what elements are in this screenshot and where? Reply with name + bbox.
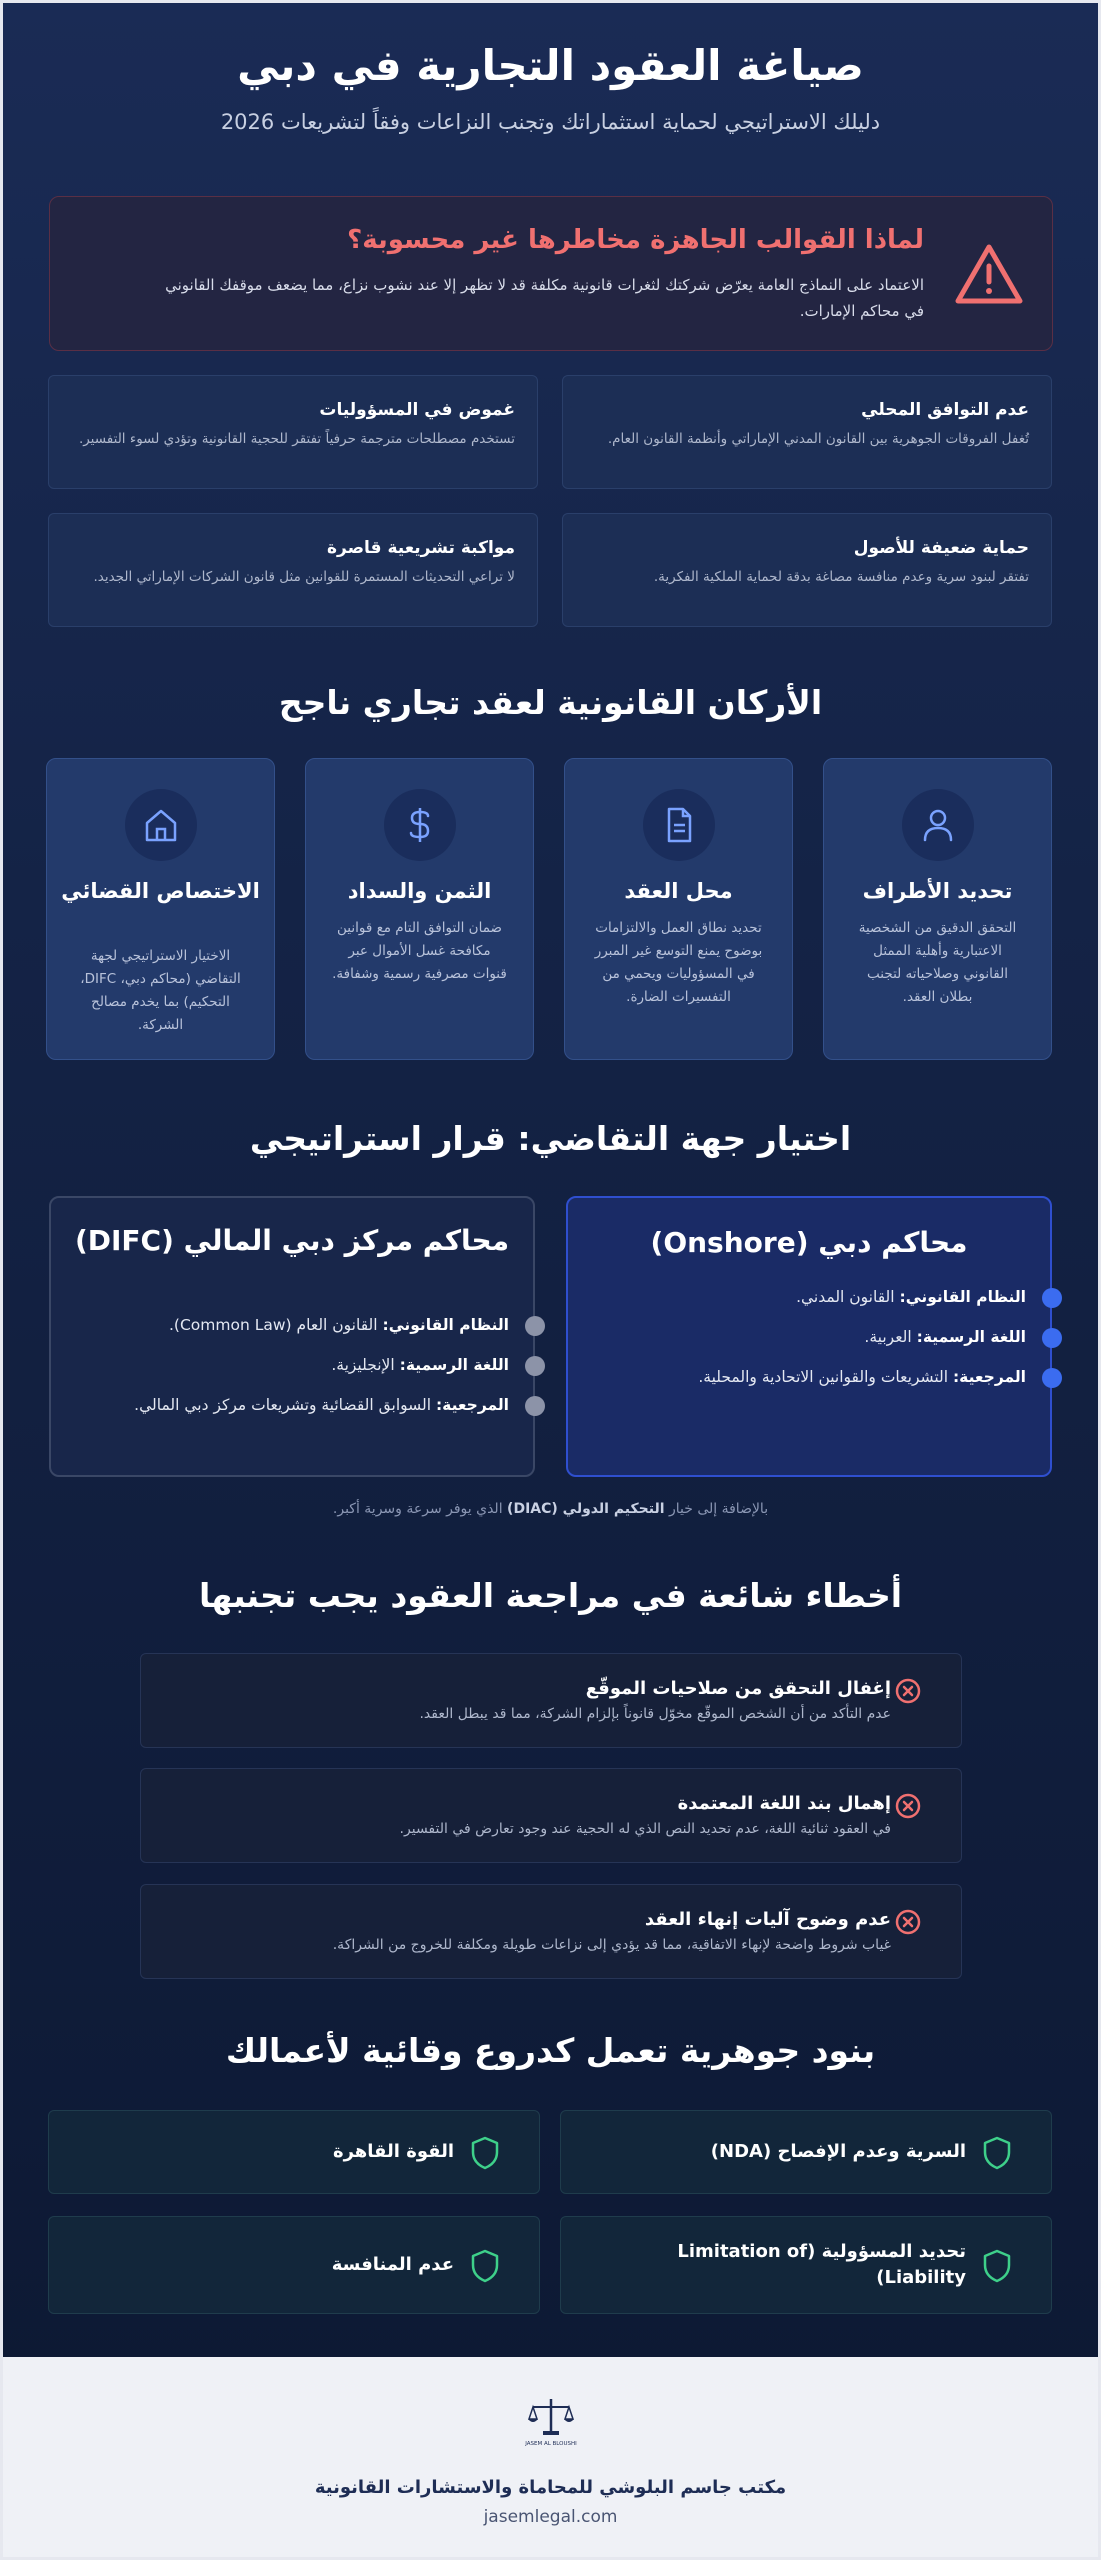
court-row: اللغة الرسمية: العربية. — [606, 1324, 1026, 1350]
issue-card — [562, 513, 1052, 627]
court-row: اللغة الرسمية: الإنجليزية. — [89, 1352, 509, 1378]
issue-desc: لا تراعي التحديثات المستمرة للقوانين مثل قانون الشركات الإماراتي الجديد. — [93, 569, 515, 585]
shield-icon — [469, 2248, 501, 2284]
section-title-courts: اختيار جهة التقاضي: قرار استراتيجي — [249, 1119, 852, 1158]
pillar-card — [305, 758, 534, 1060]
warning-triangle-icon — [954, 242, 1024, 306]
pillar-card — [564, 758, 793, 1060]
court-title: محاكم دبي (Onshore) — [650, 1226, 968, 1259]
issue-desc: تفتقر لبنود سرية وعدم منافسة مصاغة بدقة لحماية الملكية الفكرية. — [653, 569, 1029, 585]
document-icon — [643, 789, 715, 861]
warning-box — [49, 196, 1053, 351]
clause-card — [560, 2110, 1052, 2194]
warning-body: الاعتماد على النماذج العامة يعرّض شركتك لثغرات قانونية مكلفة قد لا تظهر إلا عند نشوب نزاع، مما يضعف موقفك القانوني في محاكم الإمارات. — [165, 276, 924, 320]
issue-desc: تُغفل الفروقات الجوهرية بين القانون المدني الإماراتي وأنظمة القانون العام. — [607, 431, 1029, 447]
issue-desc: تستخدم مصطلحات مترجمة حرفياً تفتقر للحجية القانونية وتؤدي لسوء التفسير. — [78, 431, 515, 447]
warning-title: لماذا القوالب الجاهزة مخاطرها غير محسوبة؟ — [347, 225, 924, 255]
clause-card — [48, 2216, 540, 2314]
mistake-title: إهمال بند اللغة المعتمدة — [677, 1793, 891, 1814]
clause-label: تحديد المسؤولية (Limitation of Liability) — [677, 2241, 966, 2288]
mistake-desc: عدم التأكد من أن الشخص الموقّع مخوّل قانوناً بإلزام الشركة، مما قد يبطل العقد. — [419, 1706, 891, 1722]
clause-label: السرية وعدم الإفصاح (NDA) — [710, 2141, 966, 2162]
bullet-dot — [1042, 1328, 1062, 1348]
dollar-icon — [384, 789, 456, 861]
infographic-page — [3, 3, 1098, 2557]
pillar-title: محل العقد — [624, 879, 733, 903]
clause-card — [48, 2110, 540, 2194]
clause-label: القوة القاهرة — [332, 2141, 454, 2162]
section-title-mistakes: أخطاء شائعة في مراجعة العقود يجب تجنبها — [198, 1576, 903, 1615]
shield-icon — [981, 2135, 1013, 2171]
bullet-dot — [1042, 1368, 1062, 1388]
pillar-desc: تحديد نطاق العمل والالتزامات بوضوح يمنع التوسع غير المبرر في المسؤوليات ويحمي من التفسيرات الضارة. — [594, 920, 763, 1005]
mistake-desc: في العقود ثنائية اللغة، عدم تحديد النص الذي له الحجية عند وجود تعارض في التفسير. — [399, 1821, 891, 1837]
difc-court-card — [49, 1196, 535, 1477]
pillar-desc: ضمان التوافق التام مع قوانين مكافحة غسل الأموال عبر قنوات مصرفية رسمية وشفافة. — [332, 920, 507, 982]
clause-card — [560, 2216, 1052, 2314]
home-icon — [125, 789, 197, 861]
section-title-pillars: الأركان القانونية لعقد تجاري ناجح — [278, 683, 823, 722]
mistake-card — [140, 1653, 962, 1748]
firm-name: مكتب جاسم البلوشي للمحاماة والاستشارات القانونية — [314, 2477, 787, 2498]
bullet-dot — [1042, 1288, 1062, 1308]
scales-logo-icon — [525, 2395, 577, 2453]
website-link[interactable]: jasemlegal.com — [483, 2507, 618, 2527]
onshore-court-card — [566, 1196, 1052, 1477]
bullet-dot — [525, 1396, 545, 1416]
issue-card — [562, 375, 1052, 489]
pillar-title: الاختصاص القضائي — [61, 879, 260, 903]
pillar-card — [46, 758, 275, 1060]
close-circle-icon — [895, 1793, 921, 1819]
mistake-title: عدم وضوح آليات إنهاء العقد — [644, 1909, 891, 1930]
section-title-clauses: بنود جوهرية تعمل كدروع وقائية لأعمالك — [225, 2031, 876, 2070]
shield-icon — [469, 2135, 501, 2171]
footer — [3, 2357, 1098, 2557]
close-circle-icon — [895, 1909, 921, 1935]
court-row: النظام القانوني: القانون العام (Common Law). — [89, 1312, 509, 1338]
pillar-card — [823, 758, 1052, 1060]
clause-label: عدم المنافسة — [331, 2254, 454, 2275]
court-title: محاكم مركز دبي المالي (DIFC) — [74, 1224, 510, 1257]
pillar-title: تحديد الأطراف — [862, 879, 1013, 903]
bullet-dot — [525, 1316, 545, 1336]
issue-title: عدم التوافق المحلي — [861, 400, 1029, 420]
pillar-desc: التحقق الدقيق من الشخصية الاعتبارية وأهلية الممثل القانوني وصلاحياته لتجنب بطلان العقد. — [858, 920, 1017, 1005]
close-circle-icon — [895, 1678, 921, 1704]
bullet-dot — [525, 1356, 545, 1376]
issue-card — [48, 513, 538, 627]
user-icon — [902, 789, 974, 861]
issue-card — [48, 375, 538, 489]
page-title: صياغة العقود التجارية في دبي — [237, 41, 864, 90]
court-row: المرجعية: التشريعات والقوانين الاتحادية والمحلية. — [606, 1364, 1026, 1390]
mistake-title: إغفال التحقق من صلاحيات الموقّع — [585, 1678, 891, 1699]
mistake-card — [140, 1768, 962, 1863]
court-row: المرجعية: السوابق القضائية وتشريعات مركز دبي المالي. — [89, 1392, 509, 1418]
mistake-card — [140, 1884, 962, 1979]
page-subtitle: دليلك الاستراتيجي لحماية استثماراتك وتجنب النزاعات وفقاً لتشريعات 2026 — [220, 110, 881, 134]
issue-title: غموض في المسؤوليات — [319, 400, 515, 420]
shield-icon — [981, 2248, 1013, 2284]
mistake-desc: غياب شروط واضحة لإنهاء الاتفاقية، مما قد يؤدي إلى نزاعات طويلة ومكلفة للخروج من الشراكة. — [332, 1937, 891, 1953]
court-row: النظام القانوني: القانون المدني. — [606, 1284, 1026, 1310]
svg-text:JASEM AL BLOUSHI: JASEM AL BLOUSHI — [525, 2441, 577, 2447]
issue-title: حماية ضعيفة للأصول — [853, 538, 1029, 558]
pillar-title: الثمن والسداد — [347, 879, 492, 903]
pillar-desc: الاختيار الاستراتيجي لجهة التقاضي (محاكم دبي، DIFC، التحكيم) بما يخدم مصالح الشركة. — [80, 948, 241, 1033]
arbitration-note: بالإضافة إلى خيار التحكيم الدولي (DIAC) الذي يوفر سرعة وسرية أكبر. — [332, 1501, 769, 1517]
issue-title: مواكبة تشريعية قاصرة — [326, 538, 515, 558]
